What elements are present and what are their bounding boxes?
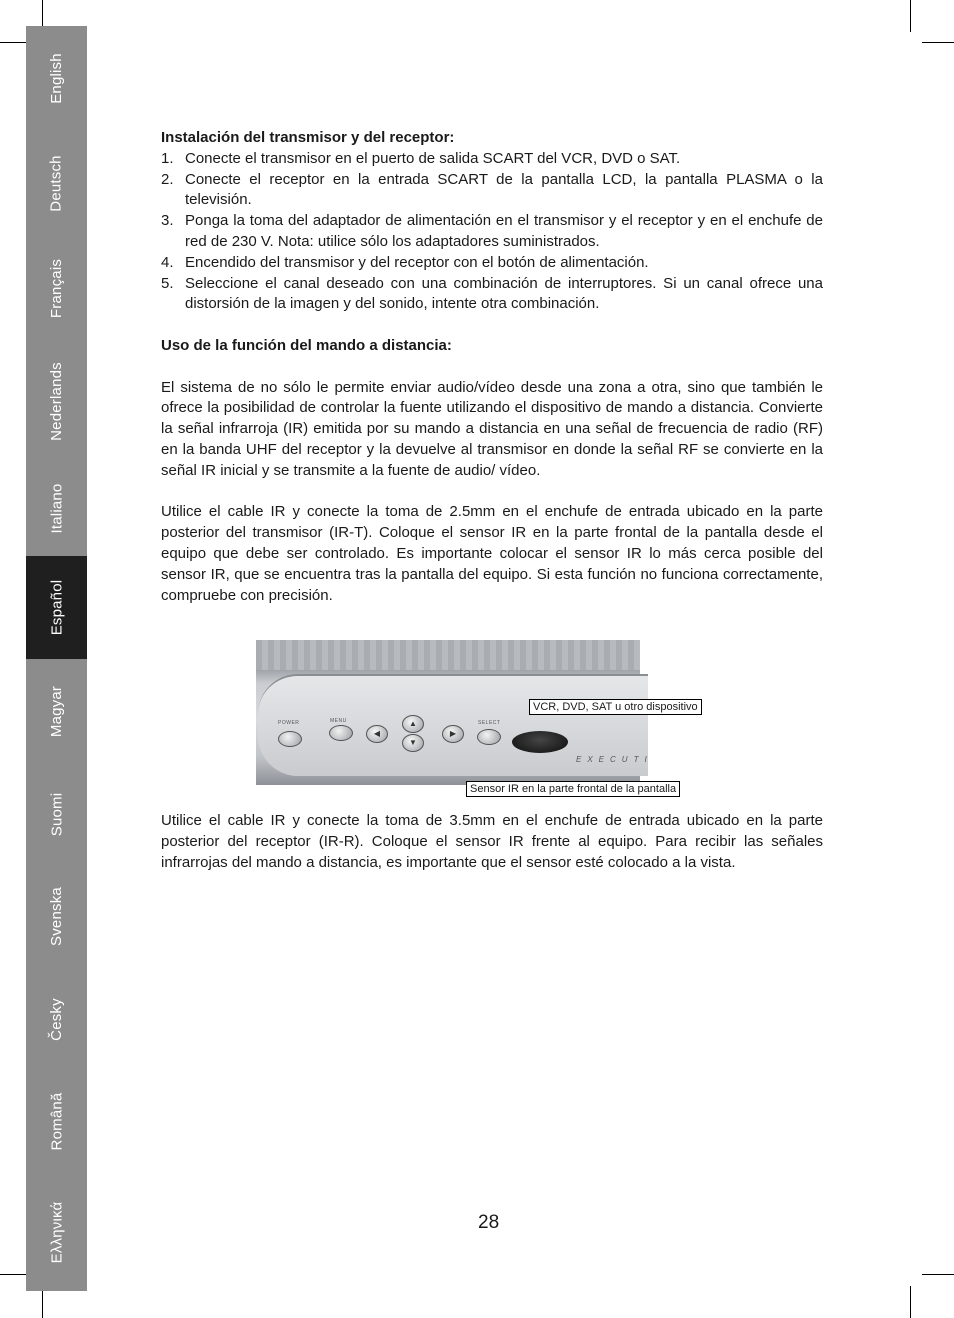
callout-device: VCR, DVD, SAT u otro dispositivo: [529, 699, 702, 715]
lang-tab-greek[interactable]: Ελληνικά: [48, 1201, 65, 1264]
crop-mark: [922, 1274, 954, 1275]
up-arrow-button: ▲: [402, 715, 424, 733]
power-button-label: POWER: [278, 720, 300, 726]
lang-tab-english[interactable]: English: [47, 53, 65, 104]
list-item: 2. Conecte el receptor en la entrada SCART de la pantalla LCD, la pantalla PLASMA o la televisión.: [161, 170, 823, 209]
crop-mark: [922, 42, 954, 43]
lang-tab-nederlands[interactable]: Nederlands: [48, 361, 65, 441]
left-arrow-button: ◀: [366, 725, 388, 743]
menu-button: [329, 725, 353, 741]
list-item: 3. Ponga la toma del adaptador de alimentación en el transmisor y el receptor y en el enchufe de red de 230 V. Nota: utilice sólo los adaptadores suministrados.: [161, 212, 823, 250]
paragraph-ir-receiver: Utilice el cable IR y conecte la toma de 3.5mm en el enchufe de entrada ubicado en la parte posterior del receptor (IR-R). Coloque el sensor IR frente al equipo. Para recibir las señales infrarrojas del mando a distancia, es importante que el sensor esté colocado a la vista.: [161, 812, 823, 871]
paragraph-ir-transmitter: Utilice el cable IR y conecte la toma de 2.5mm en el enchufe de entrada ubicado en la parte posterior del transmisor (IR-T). Coloque el sensor IR en la parte frontal de la pantalla desde el equipo que debe ser controlado. Es importante colocar el sensor IR lo más cerca posible del sensor IR, que se encuentra tras la pantalla del equipo. Si esta función no funciona correctamente, compruebe con precisión.: [161, 503, 823, 604]
lang-tab-magyar[interactable]: Magyar: [48, 685, 65, 738]
menu-button-label: MENU: [330, 718, 347, 724]
page-number: 28: [478, 1212, 500, 1233]
crop-mark: [910, 0, 911, 32]
lang-tab-espanol[interactable]: Español: [26, 556, 87, 659]
section-heading-remote: Uso de la función del mando a distancia:: [161, 336, 452, 354]
power-button: [278, 731, 302, 747]
ir-sensor-window: [512, 731, 568, 753]
crop-mark: [910, 1286, 911, 1318]
lang-tab-romana[interactable]: Română: [48, 1092, 65, 1151]
callout-ir-sensor: Sensor IR en la parte frontal de la pantalla: [466, 781, 680, 797]
list-item: 1. Conecte el transmisor en el puerto de salida SCART del VCR, DVD o SAT.: [161, 149, 681, 167]
lang-tab-svenska[interactable]: Svenska: [48, 887, 65, 946]
list-item: 5. Seleccione el canal deseado con una combinación de interruptores. Si un canal ofrece una distorsión de la imagen y del sonido, intente otra combinación.: [161, 274, 823, 313]
lang-tab-italiano[interactable]: Italiano: [47, 483, 65, 534]
paragraph-remote-intro: El sistema de no sólo le permite enviar audio/vídeo desde una zona a otra, sino que también le ofrece la posibilidad de controlar la fuente utilizando el dispositivo de mando a distancia. Convierte la señal infrarroja (IR) emitida por su mando a distancia en una señal de frecuencia de radio (RF) en la banda UHF del receptor y la devuelve al transmisor en donde la señal RF se convierte en la señal IR inicial y se transmite a la fuente de audio/ vídeo.: [161, 378, 823, 479]
lang-tab-deutsch[interactable]: Deutsch: [48, 155, 65, 212]
down-arrow-button: ▼: [402, 734, 424, 752]
list-item: 4. Encendido del transmisor y del receptor con el botón de alimentación.: [161, 253, 649, 271]
lang-tab-suomi[interactable]: Suomi: [48, 792, 65, 836]
installation-steps: [161, 149, 823, 315]
section-heading-installation: Instalación del transmisor y del receptor:: [161, 129, 455, 146]
select-button-label: SELECT: [478, 720, 501, 726]
lang-tab-francais[interactable]: Français: [48, 258, 65, 319]
main-content: [161, 128, 823, 606]
language-sidebar: [26, 26, 87, 1291]
right-arrow-button: ▶: [442, 725, 464, 743]
device-top-panel: [256, 640, 640, 670]
select-button: [477, 729, 501, 745]
lang-tab-cesky[interactable]: Česky: [48, 997, 65, 1041]
device-brand-text: EXECUTI: [576, 755, 653, 764]
